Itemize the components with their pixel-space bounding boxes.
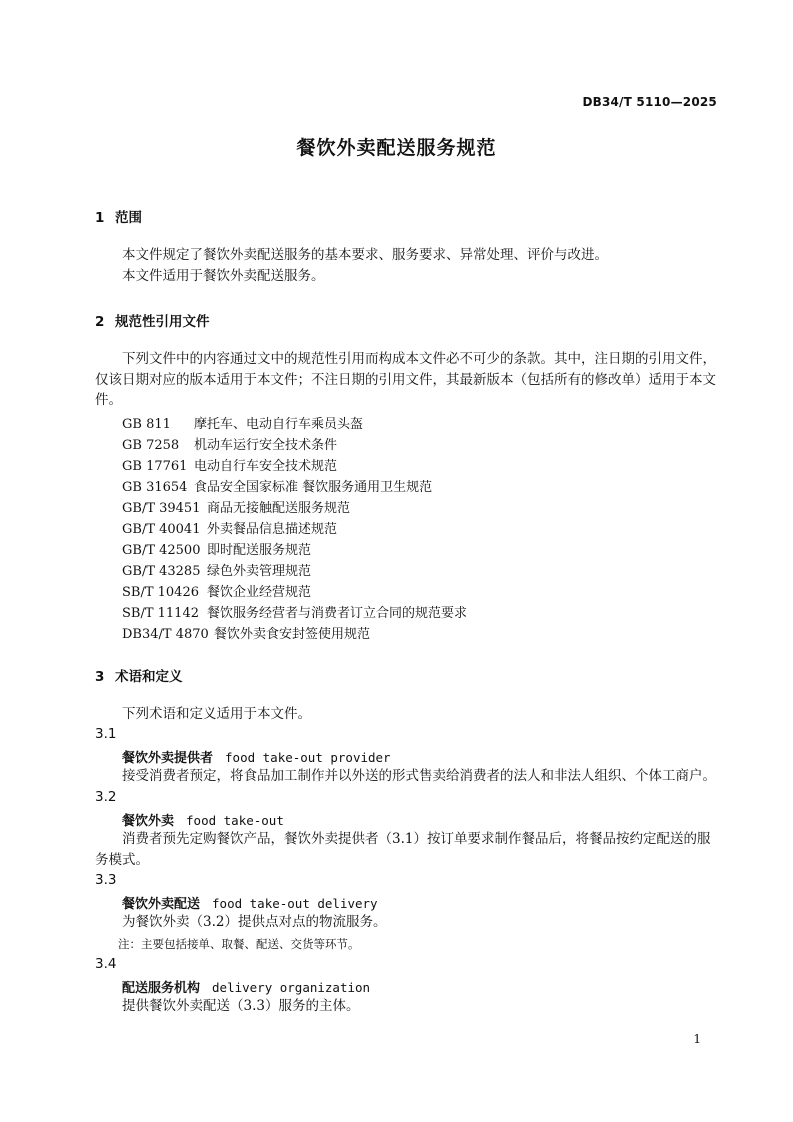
reference-item	[122, 497, 350, 516]
page-number: 1	[693, 1032, 701, 1046]
term-chinese: 配送服务机构	[122, 981, 201, 996]
section-number: 1	[95, 210, 105, 226]
reference-code: GB 7258	[122, 438, 180, 453]
reference-name: 机动车运行安全技术条件	[194, 438, 338, 453]
section-2-intro: 下列文件中的内容通过文中的规范性引用而构成本文件必不可少的条款。其中，注日期的引用文件，仅该日期对应的版本适用于本文件；不注日期的引用文件，其最新版本（包括所有的修改单）适用于本文件。	[95, 351, 716, 408]
reference-name: 食品安全国家标准 餐饮服务通用卫生规范	[194, 480, 433, 495]
reference-item	[122, 434, 337, 453]
reference-name: 摩托车、电动自行车乘员头盔	[194, 417, 364, 432]
term-note: 注：主要包括接单、取餐、配送、交货等环节。	[118, 937, 360, 951]
term-english: food take-out delivery	[212, 896, 378, 911]
term-chinese: 餐饮外卖提供者	[122, 751, 214, 766]
reference-name: 绿色外卖管理规范	[207, 564, 312, 579]
section-3-heading	[95, 665, 183, 685]
term-number: 3.2	[95, 789, 117, 805]
term-heading	[122, 810, 284, 829]
term-english: food take-out	[186, 813, 284, 828]
reference-name: 餐饮服务经营者与消费者订立合同的规范要求	[207, 606, 468, 621]
reference-name: 餐饮企业经营规范	[207, 585, 312, 600]
term-number: 3.1	[95, 726, 117, 742]
reference-item	[122, 413, 363, 432]
term-definition: 接受消费者预定，将食品加工制作并以外送的形式售卖给消费者的法人和非法人组织、个体工商户。	[122, 768, 716, 784]
reference-code: GB 811	[122, 417, 171, 432]
reference-code: GB/T 43285	[122, 564, 201, 579]
section-title: 规范性引用文件	[115, 314, 210, 330]
reference-code: GB/T 40041	[122, 522, 201, 537]
reference-code: SB/T 11142	[122, 606, 199, 621]
reference-item	[122, 623, 370, 642]
section-1-paragraph-2: 本文件适用于餐饮外卖配送服务。	[122, 268, 325, 284]
term-number: 3.3	[95, 872, 117, 888]
term-chinese: 餐饮外卖	[122, 814, 175, 829]
term-definition: 提供餐饮外卖配送（3.3）服务的主体。	[122, 998, 360, 1014]
reference-code: GB/T 39451	[122, 501, 201, 516]
reference-item	[122, 581, 311, 600]
term-heading	[122, 893, 378, 912]
section-1-heading	[95, 206, 142, 226]
reference-code: GB/T 42500	[122, 543, 201, 558]
term-number: 3.4	[95, 956, 117, 972]
document-title: 餐饮外卖配送服务规范	[296, 137, 497, 159]
term-heading	[122, 977, 370, 996]
term-english: delivery organization	[212, 980, 371, 995]
document-number: DB34/T 5110—2025	[582, 95, 717, 109]
reference-item	[122, 602, 467, 621]
reference-code: GB 31654	[122, 480, 188, 495]
section-title: 范围	[115, 210, 142, 226]
reference-code: GB 17761	[122, 459, 188, 474]
term-chinese: 餐饮外卖配送	[122, 897, 201, 912]
reference-name: 即时配送服务规范	[207, 543, 312, 558]
reference-name: 电动自行车安全技术规范	[194, 459, 338, 474]
reference-name: 餐饮外卖食安封签使用规范	[214, 627, 371, 642]
reference-item	[122, 560, 311, 579]
section-number: 2	[95, 314, 105, 330]
reference-code: DB34/T 4870	[122, 627, 209, 642]
term-english: food take-out provider	[225, 750, 391, 765]
section-3-intro: 下列术语和定义适用于本文件。	[122, 706, 311, 722]
term-definition: 消费者预先定购餐饮产品，餐饮外卖提供者（3.1）按订单要求制作餐品后，将餐品按约定配送的服务模式。	[95, 831, 711, 868]
reference-item	[122, 455, 337, 474]
section-2-heading	[95, 310, 210, 330]
reference-name: 商品无接触配送服务规范	[207, 501, 351, 516]
section-number: 3	[95, 669, 105, 685]
reference-item	[122, 539, 311, 558]
term-heading	[122, 747, 391, 766]
term-definition: 为餐饮外卖（3.2）提供点对点的物流服务。	[122, 914, 387, 930]
reference-item	[122, 476, 432, 495]
section-1-paragraph-1: 本文件规定了餐饮外卖配送服务的基本要求、服务要求、异常处理、评价与改进。	[122, 247, 608, 263]
reference-code: SB/T 10426	[122, 585, 199, 600]
reference-name: 外卖餐品信息描述规范	[207, 522, 338, 537]
reference-item	[122, 518, 337, 537]
section-title: 术语和定义	[115, 669, 183, 685]
